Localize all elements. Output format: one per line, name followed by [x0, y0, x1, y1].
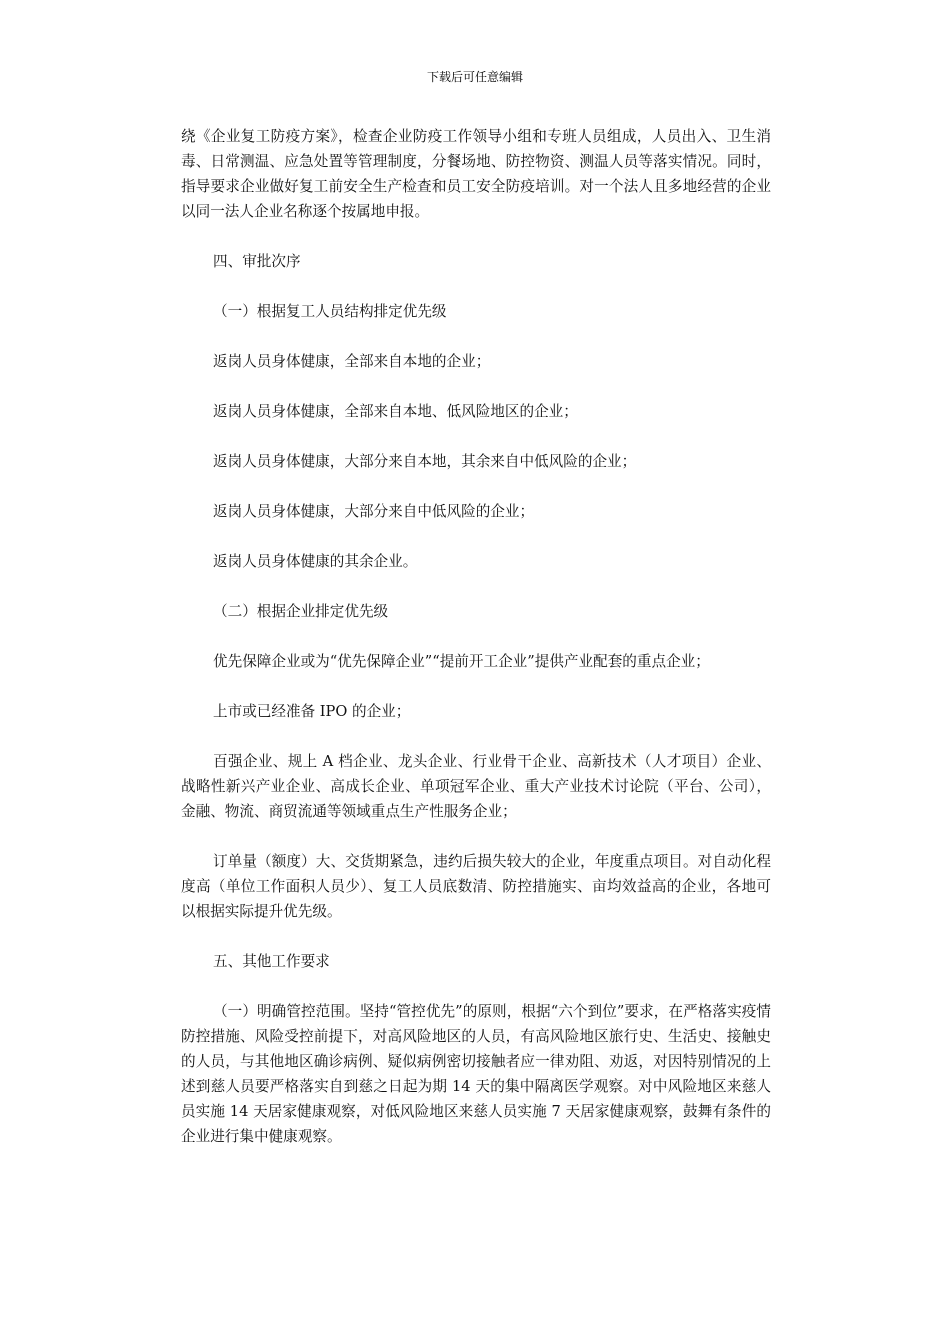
subsection-heading-4-1: （一）根据复工人员结构排定优先级	[213, 303, 447, 320]
paragraph-continued: 绕《企业复工防疫方案》，检查企业防疫工作领导小组和专班人员组成，人员出入、卫生消毒、日常测温、应急处置等管理制度，分餐场地、防控物资、测温人员等落实情况。同时，指导要求企业做好复工前安全生产检查和员工安全防疫培训。对一个法人且多地经营的企业以同一法人企业名称逐个按属地申报。	[181, 128, 771, 220]
list-item: 返岗人员身体健康，全部来自本地的企业；	[213, 353, 491, 370]
list-item: 返岗人员身体健康的其余企业。	[213, 553, 418, 570]
section-heading-5: 五、其他工作要求	[213, 953, 330, 970]
subsection-heading-4-2: （二）根据企业排定优先级	[213, 603, 389, 620]
section-heading-4: 四、审批次序	[213, 253, 301, 270]
paragraph-body: （一）明确管控范围。坚持“管控优先”的原则，根据“六个到位”要求，在严格落实疫情防控措施、风险受控前提下，对高风险地区的人员，有高风险地区旅行史、生活史、接触史的人员，与其他地区确诊病例、疑似病例密切接触者应一律劝阻、劝返，对因特别情况的上述到慈人员要严格落实自到慈之日起为期 14 天的集中隔离医学观察。对中风险地区来慈人员实施 14 天居家健康观察，对低风险地区来慈人员实施 7 天居家健康观察，鼓舞有条件的企业进行集中健康观察。	[181, 1003, 771, 1145]
page-header: 下载后可任意编辑	[426, 70, 523, 84]
list-item: 返岗人员身体健康，大部分来自中低风险的企业；	[213, 503, 535, 520]
list-item: 百强企业、规上 A 档企业、龙头企业、行业骨干企业、高新技术（人才项目）企业、战略性新兴产业企业、高成长企业、单项冠军企业、重大产业技术讨论院（平台、公司），金融、物流、商贸流通等领域重点生产性服务企业；	[181, 753, 771, 820]
list-item: 返岗人员身体健康，全部来自本地、低风险地区的企业；	[213, 403, 578, 420]
list-item: 优先保障企业或为“优先保障企业”“提前开工企业”提供产业配套的重点企业；	[213, 653, 710, 670]
list-item: 返岗人员身体健康，大部分来自本地，其余来自中低风险的企业；	[213, 453, 637, 470]
list-item: 上市或已经准备 IPO 的企业；	[213, 703, 411, 720]
document-body	[181, 124, 771, 1174]
list-item: 订单量（额度）大、交货期紧急，违约后损失较大的企业，年度重点项目。对自动化程度高（单位工作面积人员少）、复工人员底数清、防控措施实、亩均效益高的企业，各地可以根据实际提升优先级。	[181, 853, 771, 920]
